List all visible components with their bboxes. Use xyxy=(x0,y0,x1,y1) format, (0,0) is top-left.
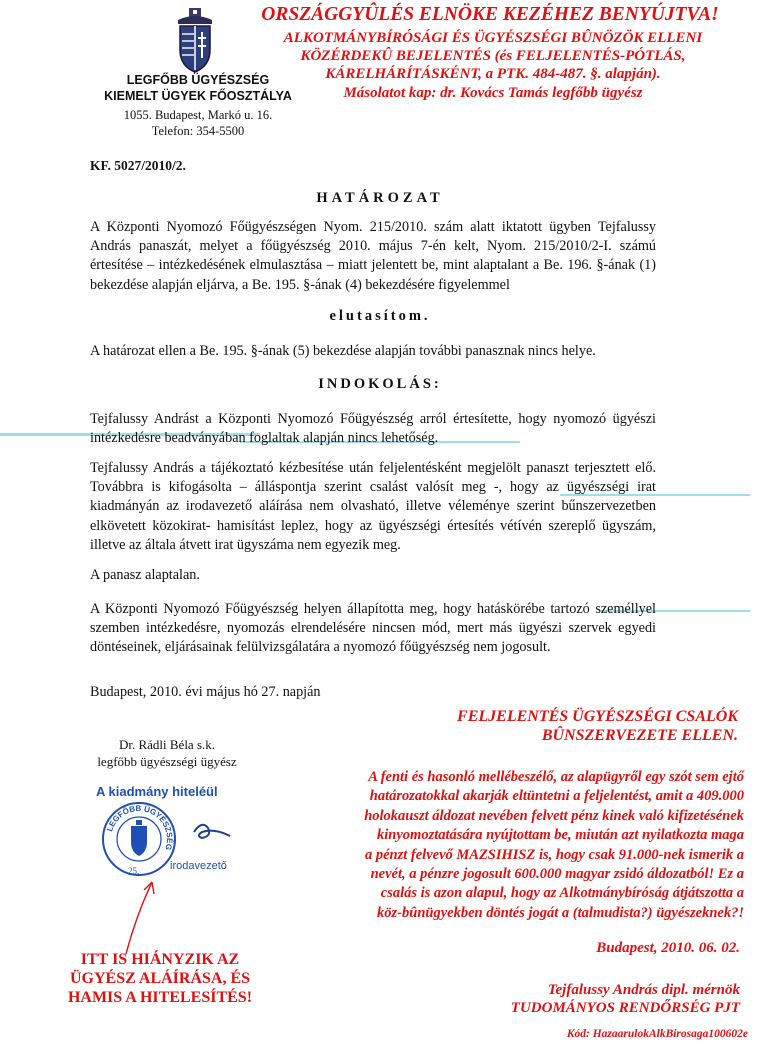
paragraph-4: Tejfalussy András a tájékoztató kézbesítése után feljelentésként megjelölt panaszt terjesztett elő. Továbbra is kifogásolta – álláspontja szerint csalást valósít meg -, hogy az ügyészségi irat kiadmányán az irodavezető aláírása nem olvasható, illetve véleménye szerint bűnszervezetben elkövetett közokirat- hamisítást leplez, hogy az ügyészségi értesítés vétívén szereplő ügyszám, illetve az általa átvett irat ügyszáma nem egyezik meg. xyxy=(90,460,656,553)
red-warning xyxy=(36,950,284,1007)
red-body-line: holokauszt áldozat nevében felvett pénz kinek való kifizetésének xyxy=(364,807,744,824)
red-body-line: határozatokkal akarják eltüntetni a feljelentést, amit a 409.000 xyxy=(369,788,744,805)
red-warning-line: ITT IS HIÁNYZIK AZ xyxy=(80,951,240,968)
document-title: HATÁROZAT xyxy=(316,190,444,206)
red-header-line-1: ORSZÁGGYÛLÉS ELNÖKE KEZÉHEZ BENYÚJTVA! xyxy=(261,4,719,25)
paragraph-1: A Központi Nyomozó Főügyészségen Nyom. 215/2010. szám alatt iktatott ügyben Tejfalussy András panaszát, melyet a főügyészség 2010. május 7-én kelt, Nyom. 215/2010/2-I. számú értesítése – intézkedésének elmulasztása – miatt jelentett be, mint alaptalant a Be. 196. §-ának (1) bekezdése alapján eljárva, a Be. 195. §-ának (4) bekezdésére figyelemmel xyxy=(90,219,656,293)
red-header-line-5: Másolatot kap: dr. Kovács Tamás legfőbb ügyész xyxy=(343,85,643,101)
signer-block xyxy=(82,736,252,770)
red-body-line: kinyomoztatására nyújtottam be, miután azt nyilatkozta maga xyxy=(377,827,744,844)
red-heading-line-1: FELJELENTÉS ÜGYÉSZSÉGI CSALÓK xyxy=(457,708,738,725)
red-body-line: csalás is azon alapul, hogy az Alkotmánybíróság átjátszotta a xyxy=(380,885,744,902)
red-date: Budapest, 2010. 06. 02. xyxy=(596,940,740,956)
paragraph-5: A panasz alaptalan. xyxy=(90,567,200,583)
red-sign-line-2: TUDOMÁNYOS RENDŐRSÉG PJT xyxy=(510,1000,740,1016)
document-code: Kód: HazaarulokAlkBirosaga100602e xyxy=(566,1028,748,1040)
coat-of-arms-icon xyxy=(174,8,216,74)
stamp-role: irodavezető xyxy=(170,860,227,872)
decision: elutasítom. xyxy=(329,308,431,324)
red-warning-line: ÜGYÉSZ ALÁÍRÁSA, ÉS xyxy=(69,970,251,987)
office-contact xyxy=(84,107,312,139)
issue-date: Budapest, 2010. évi május hó 27. napján xyxy=(90,684,321,700)
red-body-line: a pénzt felvevő MAZSIHISZ is, hogy csak 91.000-nek ismerik a xyxy=(364,846,744,863)
paragraph-6: A Központi Nyomozó Főügyészség helyen állapította meg, hogy hatáskörébe tartozó személlyel szemben intézkedésre, nyomozás elrendelésére nincsen mód, mert más ügyészi szervek egyedi döntéseinek, eljárásainak felülvizsgálatára a nyomozó főügyészség nem jogosult. xyxy=(90,601,656,656)
reasoning-title: INDOKOLÁS: xyxy=(318,376,442,392)
office-phone: Telefon: 354-5500 xyxy=(151,124,245,138)
red-body-line: nevét, a pénzre jogosult 600.000 magyar zsidó áldozatból! Ez a xyxy=(370,866,744,883)
office-name xyxy=(84,72,312,104)
red-commentary-body xyxy=(234,768,744,923)
red-body-line: A fenti és hasonló mellébeszélő, az alapügyről egy szót sem ejtő xyxy=(368,769,744,785)
red-header-line-4: KÁRELHÁRÍTÁSKÉNT, a PTK. 484-487. §. alapján). xyxy=(325,66,661,82)
stamp-number: 25. xyxy=(128,866,140,876)
red-header-line-3: KÖZÉRDEKÛ BEJELENTÉS (és FELJELENTÉS-PÓTLÁS, xyxy=(300,48,686,64)
reference-number: KF. 5027/2010/2. xyxy=(90,158,186,173)
red-heading-line-2: BÛNSZERVEZETE ELLEN. xyxy=(541,727,738,744)
red-signature xyxy=(400,981,740,1017)
signer-title: legfőbb ügyészségi ügyész xyxy=(97,754,237,769)
paragraph-2: A határozat ellen a Be. 195. §-ának (5) bekezdése alapján további panasznak nincs helye. xyxy=(90,343,596,359)
stamp-label: A kiadmány hiteléül xyxy=(96,784,218,799)
scribble-signature-icon xyxy=(188,810,236,850)
red-arrow-icon xyxy=(118,876,164,956)
office-address: 1055. Budapest, Markó u. 16. xyxy=(123,108,273,122)
red-body-line: köz-bûnügyekben döntés jogát a (talmudista?) ügyészeknek?! xyxy=(377,904,744,921)
red-header-line-2: ALKOTMÁNYBÍRÓSÁGI ÉS ÜGYÉSZSÉGI BÛNÖZÖK ELLENI xyxy=(283,30,703,46)
signer-name: Dr. Rádli Béla s.k. xyxy=(118,737,216,752)
red-commentary-heading xyxy=(404,707,738,745)
office-line-2: KIEMELT ÜGYEK FŐOSZTÁLYA xyxy=(104,89,292,103)
red-warning-line: HAMIS A HITELESÍTÉS! xyxy=(67,989,253,1006)
stamp-ring-text: LEGFŐBB ÜGYÉSZSÉG xyxy=(105,803,175,852)
paragraph-3: Tejfalussy Andrást a Központi Nyomozó Főügyészség arról értesítette, hogy nyomozó ügyészi intézkedésre beadványában foglaltak alapján nincs lehetőség. xyxy=(90,411,656,447)
red-sign-line-1: Tejfalussy András dipl. mérnök xyxy=(547,982,740,998)
office-line-1: LEGFŐBB ÜGYÉSZSÉG xyxy=(126,73,270,87)
